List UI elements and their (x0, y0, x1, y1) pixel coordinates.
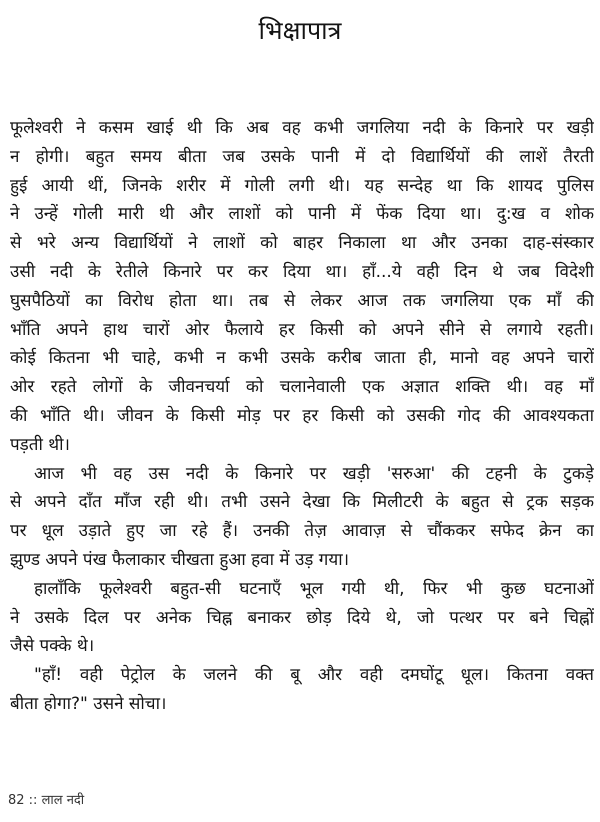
text-line: से भरे अन्य विद्यार्थियों ने लाशों को बाहर निकाला था और उनका दाह-संस्कार (10, 233, 594, 254)
text-line: न होगी। बहुत समय बीता जब उसके पानी में दो विद्यार्थियों की लाशें तैरती (10, 146, 594, 167)
text-line: भाँति अपने हाथ चारों ओर फैलाये हर किसी को अपने सीने से लगाये रहती। (10, 319, 594, 340)
text-line: आज भी वह उस नदी के किनारे पर खड़ी 'सरुआ' की टहनी के टुकड़े (34, 463, 594, 484)
text-line: झुण्ड अपने पंख फैलाकार चीखता हुआ हवा में उड़ गया। (10, 549, 350, 570)
chapter-body (10, 114, 594, 719)
text-line: कोई कितना भी चाहे, कभी न कभी उसके करीब जाता ही, मानो वह अपने चारों (10, 348, 594, 369)
paragraph (10, 460, 594, 575)
text-line: उसी नदी के रेतीले किनारे पर कर दिया था। हाँ...ये वही दिन थे जब विदेशी (10, 261, 594, 282)
chapter-title: भिक्षापात्र (258, 16, 342, 45)
paragraph (10, 661, 594, 719)
text-line: ने उसके दिल पर अनेक चिह्न बनाकर छोड़ दिये थे, जो पत्थर पर बने चिह्नों (10, 607, 594, 628)
text-line: बीता होगा?" उसने सोचा। (10, 693, 167, 714)
text-line: पर धूल उड़ाते हुए जा रहे हैं। उनकी तेज़ आवाज़ से चौंककर सफेद क्रेन का (10, 521, 594, 542)
text-line: से अपने दाँत माँज रही थी। तभी उसने देखा कि मिलीटरी के बहुत से ट्रक सड़क (10, 492, 594, 513)
text-line: घुसपैठियों का विरोध होता था। तब से लेकर आज तक जगलिया एक माँ की (10, 290, 594, 311)
text-line: "हाँ! वही पेट्रोल के जलने की बू और वही दमघोंटू धूल। कितना वक्त (34, 665, 594, 686)
paragraph (10, 114, 594, 460)
page-footer: 82 :: लाल नदी (8, 793, 85, 808)
text-line: जैसे पक्के थे। (10, 636, 95, 657)
paragraph (10, 575, 594, 661)
text-line: ओर रहते लोगों के जीवनचर्या को चलानेवाली एक अज्ञात शक्ति थी। वह माँ (10, 377, 594, 398)
text-line: ने उन्हें गोली मारी थी और लाशों को पानी में फेंक दिया था। दु:ख व शोक (10, 204, 594, 225)
text-line: हालाँकि फूलेश्वरी बहुत-सी घटनाएँ भूल गयी थी, फिर भी कुछ घटनाओं (34, 578, 594, 599)
text-line: की भाँति थी। जीवन के किसी मोड़ पर हर किसी को उसकी गोद की आवश्यकता (10, 405, 594, 426)
text-line: हुई आयी थीं, जिनके शरीर में गोली लगी थी। यह सन्देह था कि शायद पुलिस (10, 175, 594, 196)
text-line: फूलेश्वरी ने कसम खाई थी कि अब वह कभी जगलिया नदी के किनारे पर खड़ी (10, 118, 594, 138)
text-line: पड़ती थी। (10, 434, 70, 455)
